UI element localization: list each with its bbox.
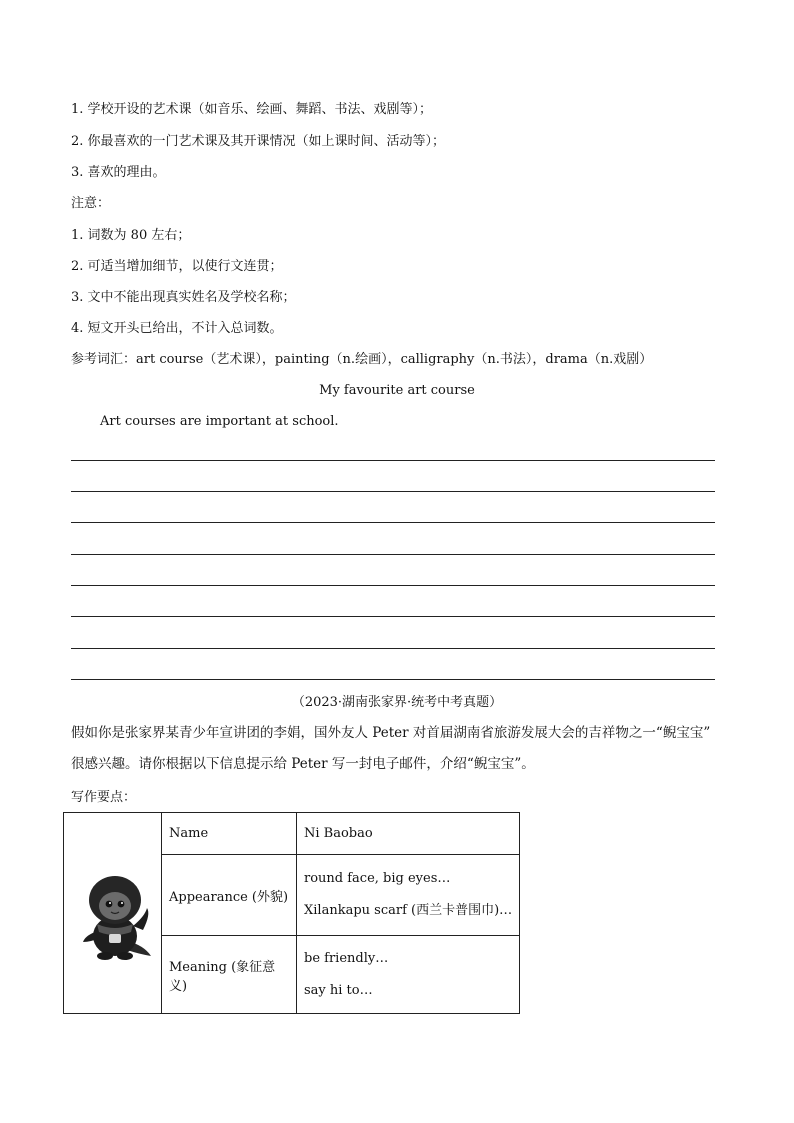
requirement-3: 3. 喜欢的理由。 xyxy=(71,165,166,180)
writing-line[interactable] xyxy=(71,616,715,617)
appearance-value-1: round face, big eyes… xyxy=(304,871,451,886)
writing-line[interactable] xyxy=(71,648,715,649)
notes-title: 注意： xyxy=(71,196,111,211)
essay-opening: Art courses are important at school. xyxy=(100,414,339,429)
requirement-2: 2. 你最喜欢的一门艺术课及其开课情况（如上课时间、活动等）； xyxy=(71,134,446,149)
writing-line[interactable] xyxy=(71,491,715,492)
appearance-value-cell xyxy=(297,855,520,936)
note-3: 3. 文中不能出现真实姓名及学校名称； xyxy=(71,290,296,305)
vocabulary-hint: 参考词汇：art course（艺术课），painting（n.绘画），calligraphy（n.书法），drama（n.戏剧） xyxy=(71,352,653,367)
meaning-label-cell: Meaning (象征意义) xyxy=(162,936,297,1014)
writing-line[interactable] xyxy=(71,585,715,586)
writing-line[interactable] xyxy=(71,460,715,461)
writing-line[interactable] xyxy=(71,554,715,555)
writing-line[interactable] xyxy=(71,522,715,523)
requirement-1: 1. 学校开设的艺术课（如音乐、绘画、舞蹈、书法、戏剧等）； xyxy=(71,102,433,117)
info-table xyxy=(63,812,520,1014)
writing-points-title: 写作要点： xyxy=(71,790,137,805)
appearance-label-cell: Appearance (外貌) xyxy=(162,855,297,936)
mascot-image xyxy=(65,848,161,978)
essay-title: My favourite art course xyxy=(319,383,475,398)
prompt-line-1: 假如你是张家界某青少年宣讲团的李娟，国外友人 Peter 对首届湖南省旅游发展大会的吉祥物之一“鲵宝宝” xyxy=(71,725,711,741)
prompt-paragraph xyxy=(71,718,731,780)
mascot-image-cell xyxy=(64,813,162,1014)
meaning-value-1: be friendly… xyxy=(304,950,389,966)
meaning-value-2: say hi to… xyxy=(304,982,373,998)
meaning-value-cell xyxy=(297,936,520,1014)
appearance-value-2: Xilankapu scarf (西兰卡普围巾)… xyxy=(304,903,513,918)
note-1: 1. 词数为 80 左右； xyxy=(71,228,191,243)
name-value-cell: Ni Baobao xyxy=(297,813,520,855)
writing-line[interactable] xyxy=(71,679,715,680)
prompt-line-2: 很感兴趣。请你根据以下信息提示给 Peter 写一封电子邮件，介绍“鲵宝宝”。 xyxy=(71,756,535,772)
question-source: （2023·湖南张家界·统考中考真题） xyxy=(291,695,503,710)
note-4: 4. 短文开头已给出，不计入总词数。 xyxy=(71,321,283,336)
name-label-cell: Name xyxy=(162,813,297,855)
note-2: 2. 可适当增加细节，以使行文连贯； xyxy=(71,259,283,274)
